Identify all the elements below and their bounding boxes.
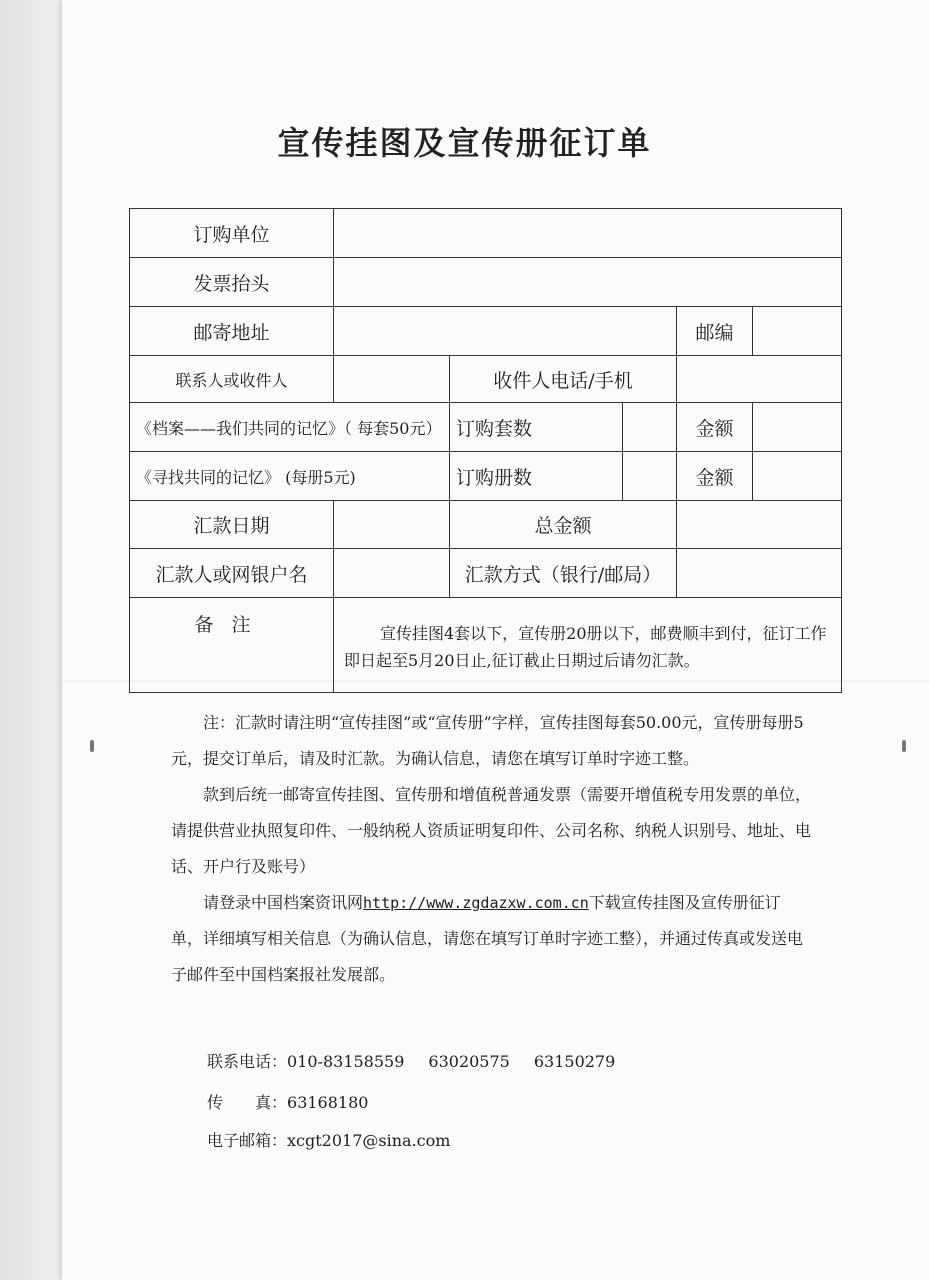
row-product-1 [130, 403, 842, 452]
order-unit-label: 订购单位 [130, 209, 334, 258]
remitter-name-label: 汇款人或网银户名 [130, 549, 334, 598]
postcode-label: 邮编 [677, 307, 753, 356]
invoice-header-field[interactable] [334, 258, 842, 307]
email-address[interactable]: xcgt2017@sina.com [287, 1131, 451, 1150]
note-website-before: 请登录中国档案资讯网 [203, 893, 364, 912]
remit-method-label: 汇款方式（银行/邮局） [450, 549, 677, 598]
email-label: 电子邮箱： [207, 1131, 288, 1150]
fax-label: 传 真： [207, 1093, 288, 1112]
product2-qty-field[interactable] [623, 452, 677, 501]
row-invoice-header [130, 258, 842, 307]
binding-hole-mark-left [90, 740, 94, 752]
website-link[interactable]: http://www.zgdazxw.com.cn [363, 894, 589, 912]
note-website-after: 下载宣传挂图及宣传册征订单，详细填写相关信息（为确认信息，请您在填写订单时字迹工整），并通过传真或发送电子邮件至中国档案报社发展部。 [171, 893, 804, 984]
row-order-unit [130, 209, 842, 258]
contact-email-line [207, 1128, 450, 1151]
row-remitter [130, 549, 842, 598]
phone-number-2: 63020575 [428, 1052, 510, 1071]
contact-fax-line [207, 1090, 368, 1113]
product1-amount-label: 金额 [677, 403, 753, 452]
phone-label: 联系电话： [207, 1052, 288, 1071]
fax-number: 63168180 [287, 1093, 369, 1112]
remit-date-field[interactable] [334, 501, 450, 549]
total-amount-field[interactable] [677, 501, 842, 549]
product2-qty-label: 订购册数 [450, 452, 623, 501]
page-title: 宣传挂图及宣传册征订单 [277, 124, 652, 162]
phone-number-1: 010-83158559 [287, 1052, 405, 1071]
mailing-address-label: 邮寄地址 [130, 307, 334, 356]
order-form-table [129, 208, 842, 693]
remarks-content: 宣传挂图4套以下，宣传册20册以下，邮费顺丰到付，征订工作即日起至5月20日止,征订截止日期过后请勿汇款。 [344, 624, 827, 670]
product1-amount-field[interactable] [753, 403, 842, 452]
mailing-address-field[interactable] [334, 307, 677, 356]
recipient-phone-label: 收件人电话/手机 [450, 356, 677, 403]
order-unit-field[interactable] [334, 209, 842, 258]
remitter-name-field[interactable] [334, 549, 450, 598]
product2-amount-label: 金额 [677, 452, 753, 501]
contact-phone-line [207, 1049, 615, 1072]
total-amount-label: 总金额 [450, 501, 677, 549]
contact-person-field[interactable] [334, 356, 450, 403]
note-invoice: 款到后统一邮寄宣传挂图、宣传册和增值税普通发票（需要开增值税专用发票的单位，请提供营业执照复印件、一般纳税人资质证明复印件、公司名称、纳税人识别号、地址、电话、开户行及账号） [171, 785, 812, 876]
remit-method-field[interactable] [677, 549, 842, 598]
product1-qty-label: 订购套数 [450, 403, 623, 452]
notes-section [171, 705, 811, 993]
product2-label: 《寻找共同的记忆》 (每册5元) [130, 452, 450, 501]
note-website [171, 885, 811, 993]
product1-label: 《档案——我们共同的记忆》（ 每套50元） [130, 403, 450, 452]
row-mailing-address [130, 307, 842, 356]
note-payment: 注：汇款时请注明“宣传挂图”或“宣传册”字样，宣传挂图每套50.00元，宣传册每册5元，提交订单后，请及时汇款。为确认信息，请您在填写订单时字迹工整。 [171, 713, 804, 768]
product1-qty-field[interactable] [623, 403, 677, 452]
row-remarks [130, 598, 842, 693]
phone-number-3: 63150279 [533, 1052, 616, 1071]
binding-hole-mark-right [902, 740, 906, 752]
postcode-field[interactable] [753, 307, 842, 356]
row-contact [130, 356, 842, 403]
contact-person-label: 联系人或收件人 [130, 356, 334, 403]
product2-amount-field[interactable] [753, 452, 842, 501]
row-remit-date [130, 501, 842, 549]
invoice-header-label: 发票抬头 [130, 258, 334, 307]
remarks-label: 备注 [130, 598, 334, 693]
remit-date-label: 汇款日期 [130, 501, 334, 549]
recipient-phone-field[interactable] [677, 356, 842, 403]
row-product-2 [130, 452, 842, 501]
scan-fold-edge [0, 0, 62, 1280]
remarks-text [334, 598, 842, 693]
